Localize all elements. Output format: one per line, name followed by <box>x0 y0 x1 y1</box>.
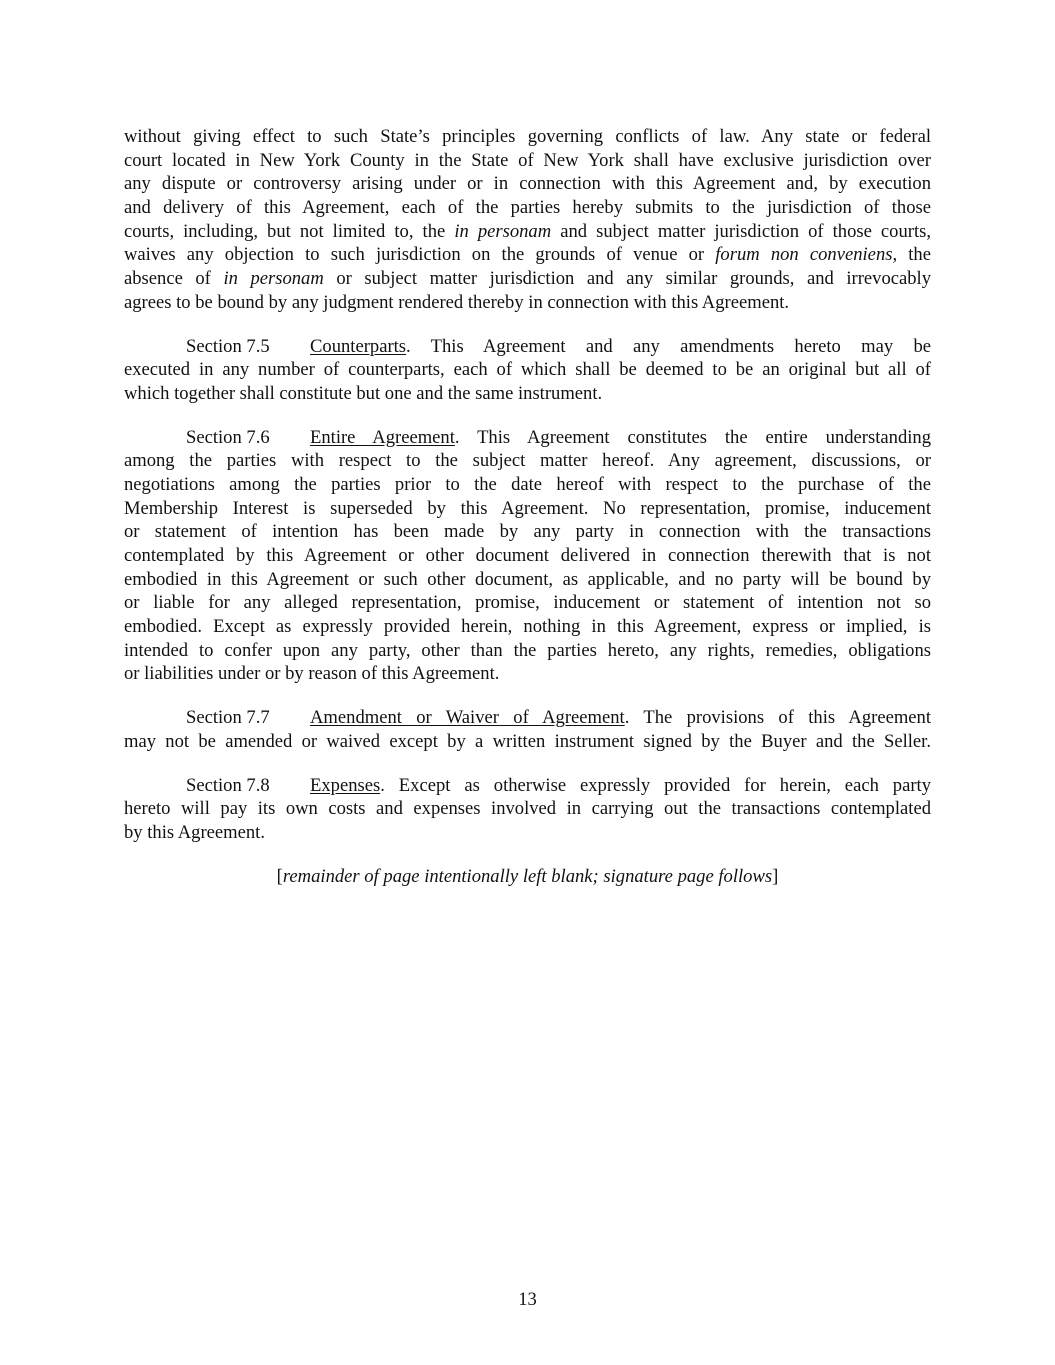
paragraph-line: and delivery of this Agreement, each of the parties hereby submits to the jurisdiction of those <box>124 197 931 219</box>
section-number: Section 7.8 <box>186 774 270 796</box>
paragraph-line: courts, including, but not limited to, the in personam and subject matter jurisdiction of those courts, <box>124 220 932 242</box>
paragraph-line: executed in any number of counterparts, each of which shall be deemed to be an original but all of <box>124 359 931 381</box>
section-7-6 <box>124 426 931 687</box>
paragraph-line: or statement of intention has been made by any party in connection with the transactions <box>124 521 931 543</box>
paragraph-line: by this Agreement. <box>124 821 265 843</box>
paragraph-line: or liable for any alleged representation, promise, inducement or statement of intention not so <box>124 592 931 614</box>
paragraph-line: intended to confer upon any party, other than the parties hereto, any rights, remedies, obligations <box>124 639 931 661</box>
section-7-5 <box>124 335 931 406</box>
latin-term: in personam <box>454 220 552 242</box>
section-number: Section 7.5 <box>186 335 270 357</box>
signature-page-note: [remainder of page intentionally left blank; signature page follows] <box>276 865 779 887</box>
section-7-8 <box>124 774 931 845</box>
paragraph-line: contemplated by this Agreement or other document delivered in connection therewith that is not <box>124 545 931 566</box>
section-heading: Amendment or Waiver of Agreement <box>310 707 625 729</box>
latin-term: forum non conveniens, <box>715 244 898 266</box>
section-heading: Entire Agreement <box>310 426 455 448</box>
section-number: Section 7.7 <box>186 707 270 729</box>
section-first-line: Section 7.7 Amendment or Waiver of Agreement. The provisions of this Agreement <box>186 707 932 729</box>
paragraph-line: or liabilities under or by reason of this Agreement. <box>124 663 500 685</box>
section-7-7 <box>124 706 931 753</box>
paragraph-line: absence of in personam or subject matter jurisdiction and any similar grounds, and irrevocably <box>124 268 932 290</box>
paragraph-line: among the parties with respect to the subject matter hereof. Any agreement, discussions, or <box>124 450 931 472</box>
section-first-line: Section 7.5 Counterparts. This Agreement and any amendments hereto may be <box>186 335 931 357</box>
paragraph-line: Membership Interest is superseded by this Agreement. No representation, promise, inducement <box>124 497 931 519</box>
paragraph-line: waives any objection to such jurisdiction on the grounds of venue or forum non conveniens, the <box>124 244 931 266</box>
paragraph-line: negotiations among the parties prior to the date hereof with respect to the purchase of the <box>124 473 931 495</box>
latin-term: in personam <box>223 268 324 290</box>
page-content <box>124 125 931 889</box>
paragraph-line: embodied in this Agreement or such other document, as applicable, and no party will be bound by <box>124 568 931 590</box>
governing-law-paragraph <box>124 125 931 315</box>
paragraph-line: any dispute or controversy arising under or in connection with this Agreement and, by execution <box>124 173 931 195</box>
paragraph-line: which together shall constitute but one and the same instrument. <box>124 382 603 404</box>
paragraph-line: hereto will pay its own costs and expenses involved in carrying out the transactions contemplated <box>124 798 931 820</box>
paragraph-line: may not be amended or waived except by a written instrument signed by the Buyer and the Seller. <box>124 730 931 752</box>
section-number: Section 7.6 <box>186 426 270 448</box>
paragraph-line: court located in New York County in the State of New York shall have exclusive jurisdiction over <box>124 149 931 171</box>
paragraph-line: agrees to be bound by any judgment rendered thereby in connection with this Agreement. <box>124 291 790 313</box>
paragraph-line: without giving effect to such State’s principles governing conflicts of law. Any state or federal <box>124 126 931 147</box>
section-first-line: Section 7.6 Entire Agreement. This Agreement constitutes the entire understanding <box>186 426 931 448</box>
paragraph-line: embodied. Except as expressly provided herein, nothing in this Agreement, express or implied, is <box>124 616 931 638</box>
section-heading: Counterparts <box>310 335 407 357</box>
section-first-line: Section 7.8 Expenses. Except as otherwise expressly provided for herein, each party <box>186 774 931 796</box>
section-heading: Expenses <box>310 774 381 796</box>
page-number: 13 <box>518 1289 537 1310</box>
